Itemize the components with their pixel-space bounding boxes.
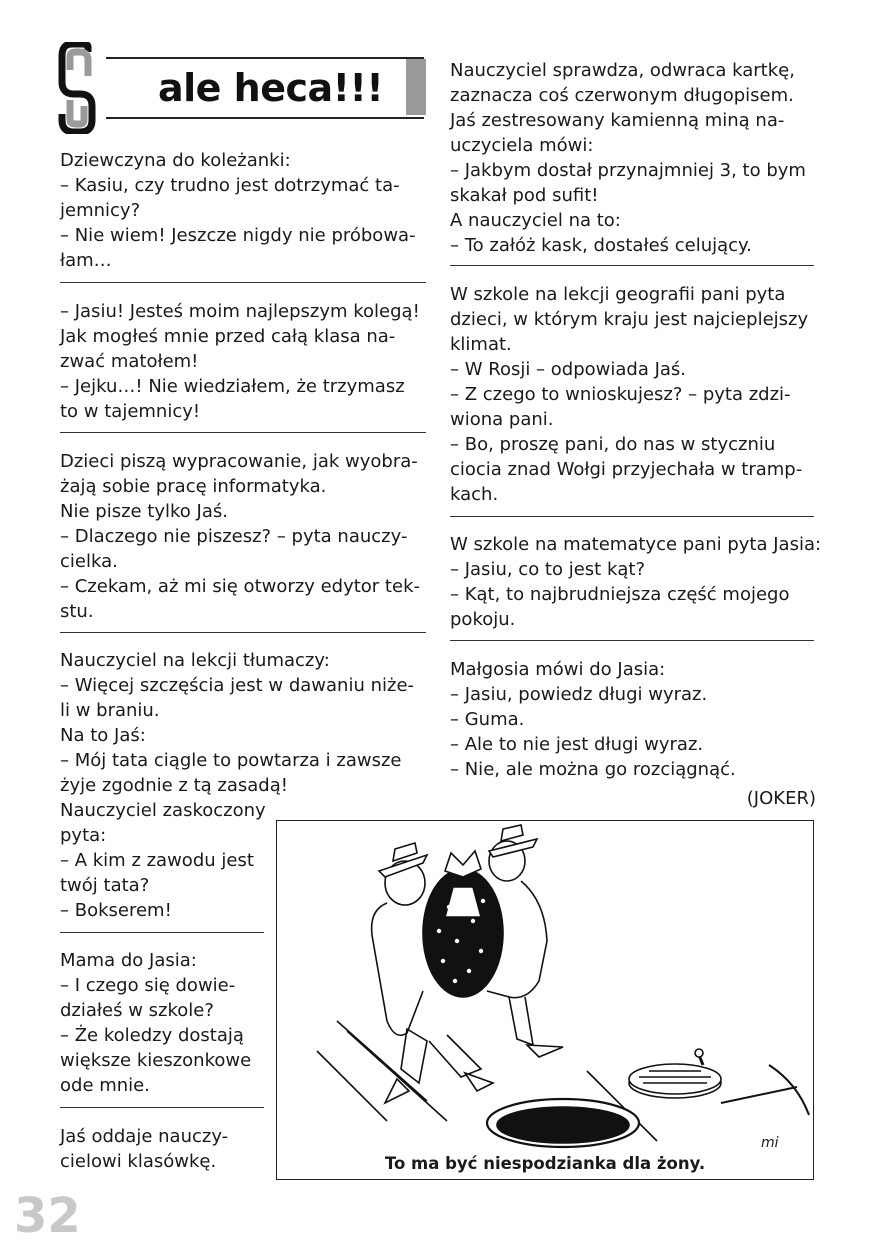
joke-6-start: Jaś oddaje nauczy- cielowi klasówkę. — [60, 1126, 229, 1172]
joke-9: Małgosia mówi do Jasia: – Jasiu, powiedz długi wyraz. – Guma. – Ale to nie jest długi wyraz. – Nie, ale można go rozciągnąć. — [450, 659, 736, 780]
joke-4-continued: Nauczyciel zaskoczony pyta: – A kim z zawodu jest twój tata? – Bokserem! — [60, 800, 266, 921]
chapter-logo — [58, 42, 104, 138]
divider — [60, 432, 426, 433]
joke-4: Nauczyciel na lekcji tłumaczy: – Więcej szczęścia jest w dawaniu niże- li w braniu. Na to Jaś: – Mój tata ciągle to powtarza i zawsze żyje zgodnie z tą zasadą! — [60, 650, 415, 796]
cartoon-caption: To ma być niespodzianka dla żony. — [384, 1154, 706, 1173]
page-number: 32 — [14, 1188, 81, 1244]
joke-1: Dziewczyna do koleżanki: – Kasiu, czy trudno jest dotrzymać ta- jemnicy? – Nie wiem! Jeszcze nigdy nie próbowa- łam… — [60, 150, 416, 271]
divider — [60, 1107, 264, 1108]
divider — [450, 516, 814, 517]
divider — [450, 640, 814, 641]
joke-2: – Jasiu! Jesteś moim najlepszym kolegą! Jak mogłeś mnie przed całą klasa na- zwać matołem! – Jejku…! Nie wiedziałem, że trzymasz to w tajemnicy! — [60, 301, 420, 422]
artist-signature: mi — [761, 1135, 779, 1151]
left-column — [60, 148, 430, 273]
title-accent-bar — [406, 59, 426, 115]
divider — [60, 932, 264, 933]
divider — [60, 282, 426, 283]
paperclip-icon — [58, 42, 104, 134]
cartoon-frame — [276, 820, 814, 1180]
right-column — [450, 58, 824, 258]
joke-5: Mama do Jasia: – I czego się dowie- działeś w szkole? – Że koledzy dostają większe kieszonkowe ode mnie. — [60, 950, 252, 1096]
joke-6-end: Nauczyciel sprawdza, odwraca kartkę, zaznacza coś czerwonym długopisem. Jaś zestresowany kamienną miną na- uczyciela mówi: – Jakbym dostał przynajmniej 3, to bym skakał pod sufit! A nauczyciel na to: – To załóż kask, dostałeś celujący. — [450, 60, 806, 256]
divider — [450, 265, 814, 266]
source-credit: (JOKER) — [746, 788, 816, 809]
divider — [60, 632, 426, 633]
joke-3: Dzieci piszą wypracowanie, jak wyobra- żają sobie pracę informatyka. Nie pisze tylko Jaś. – Dlaczego nie piszesz? – pyta nauczy- cielka. – Czekam, aż mi się otworzy edytor tek- stu. — [60, 451, 420, 622]
joke-8: W szkole na matematyce pani pyta Jasia: – Jasiu, co to jest kąt? – Kąt, to najbrudniejsza część mojego pokoju. — [450, 534, 822, 630]
cartoon-illustration — [277, 821, 813, 1151]
page-title: ale heca!!! — [158, 66, 384, 110]
joke-7: W szkole na lekcji geografii pani pyta dzieci, w którym kraju jest najcieplejszy klimat. – W Rosji – odpowiada Jaś. – Z czego to wnioskujesz? – pyta zdzi- wiona pani. – Bo, proszę pani, do nas w styczniu ciocia znad Wołgi przyjechała w tramp- kach. — [450, 284, 809, 505]
